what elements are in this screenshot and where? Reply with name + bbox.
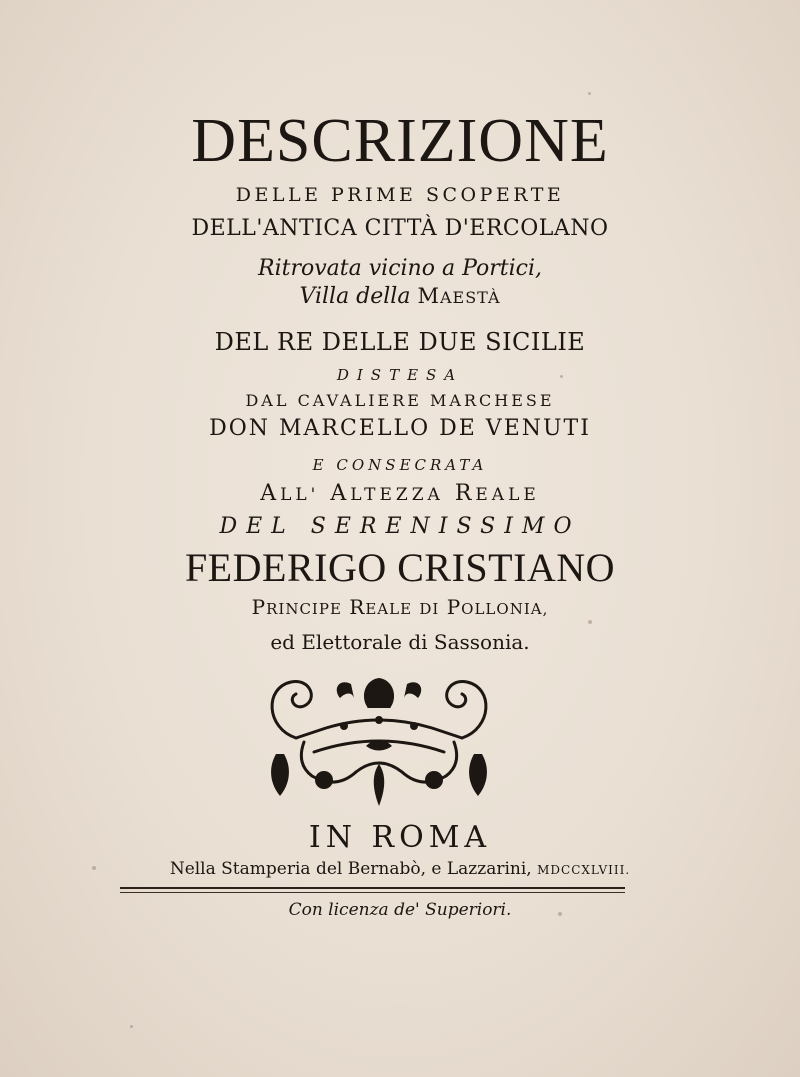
subtitle-ritrovata: Ritrovata vicino a Portici, [258, 256, 542, 281]
dedication-serenissimo: DEL SERENISSIMO [219, 514, 581, 539]
author-title: DAL CAVALIERE MARCHESE [245, 391, 555, 410]
author-name: DON MARCELLO DE VENUTI [209, 416, 591, 441]
distesa-label: DISTESA [336, 366, 464, 384]
imprint-licence: Con licenza de' Superiori. [288, 900, 512, 920]
imprint-rule-thin [120, 892, 625, 893]
dedicatee-name: FEDERIGO CRISTIANO [184, 545, 616, 590]
foxing-spot [588, 92, 591, 95]
imprint-press: Nella Stamperia del Bernabò, e Lazzarini, MDCCXLVIII. [169, 859, 631, 879]
subtitle-prime-scoperte: DELLE PRIME SCOPERTE [235, 184, 565, 206]
dedicatee-elettorale: ed Elettorale di Sassonia. [270, 630, 530, 654]
consecrata-label: E CONSECRATA [312, 456, 488, 474]
imprint-rule-thick [120, 887, 625, 889]
imprint-city: IN ROMA [308, 820, 492, 855]
foxing-spot [92, 866, 96, 870]
foxing-spot [560, 375, 563, 378]
foxing-spot [558, 912, 562, 916]
dedication-altezza: ALL' ALTEZZA REALE [260, 481, 540, 506]
foxing-spot [588, 620, 592, 624]
dedicatee-principe: PRINCIPE REALE DI POLLONIA, [251, 595, 549, 619]
foxing-spot [130, 1025, 133, 1028]
subtitle-re-sicilie: DEL RE DELLE DUE SICILIE [214, 328, 586, 356]
subtitle-antica-citta: DELL'ANTICA CITTÀ D'ERCOLANO [191, 216, 609, 241]
subtitle-villa: Villa della MAESTÀ [299, 284, 501, 309]
printers-ornament-icon [256, 668, 502, 810]
title-descrizione: DESCRIZIONE [191, 107, 609, 175]
